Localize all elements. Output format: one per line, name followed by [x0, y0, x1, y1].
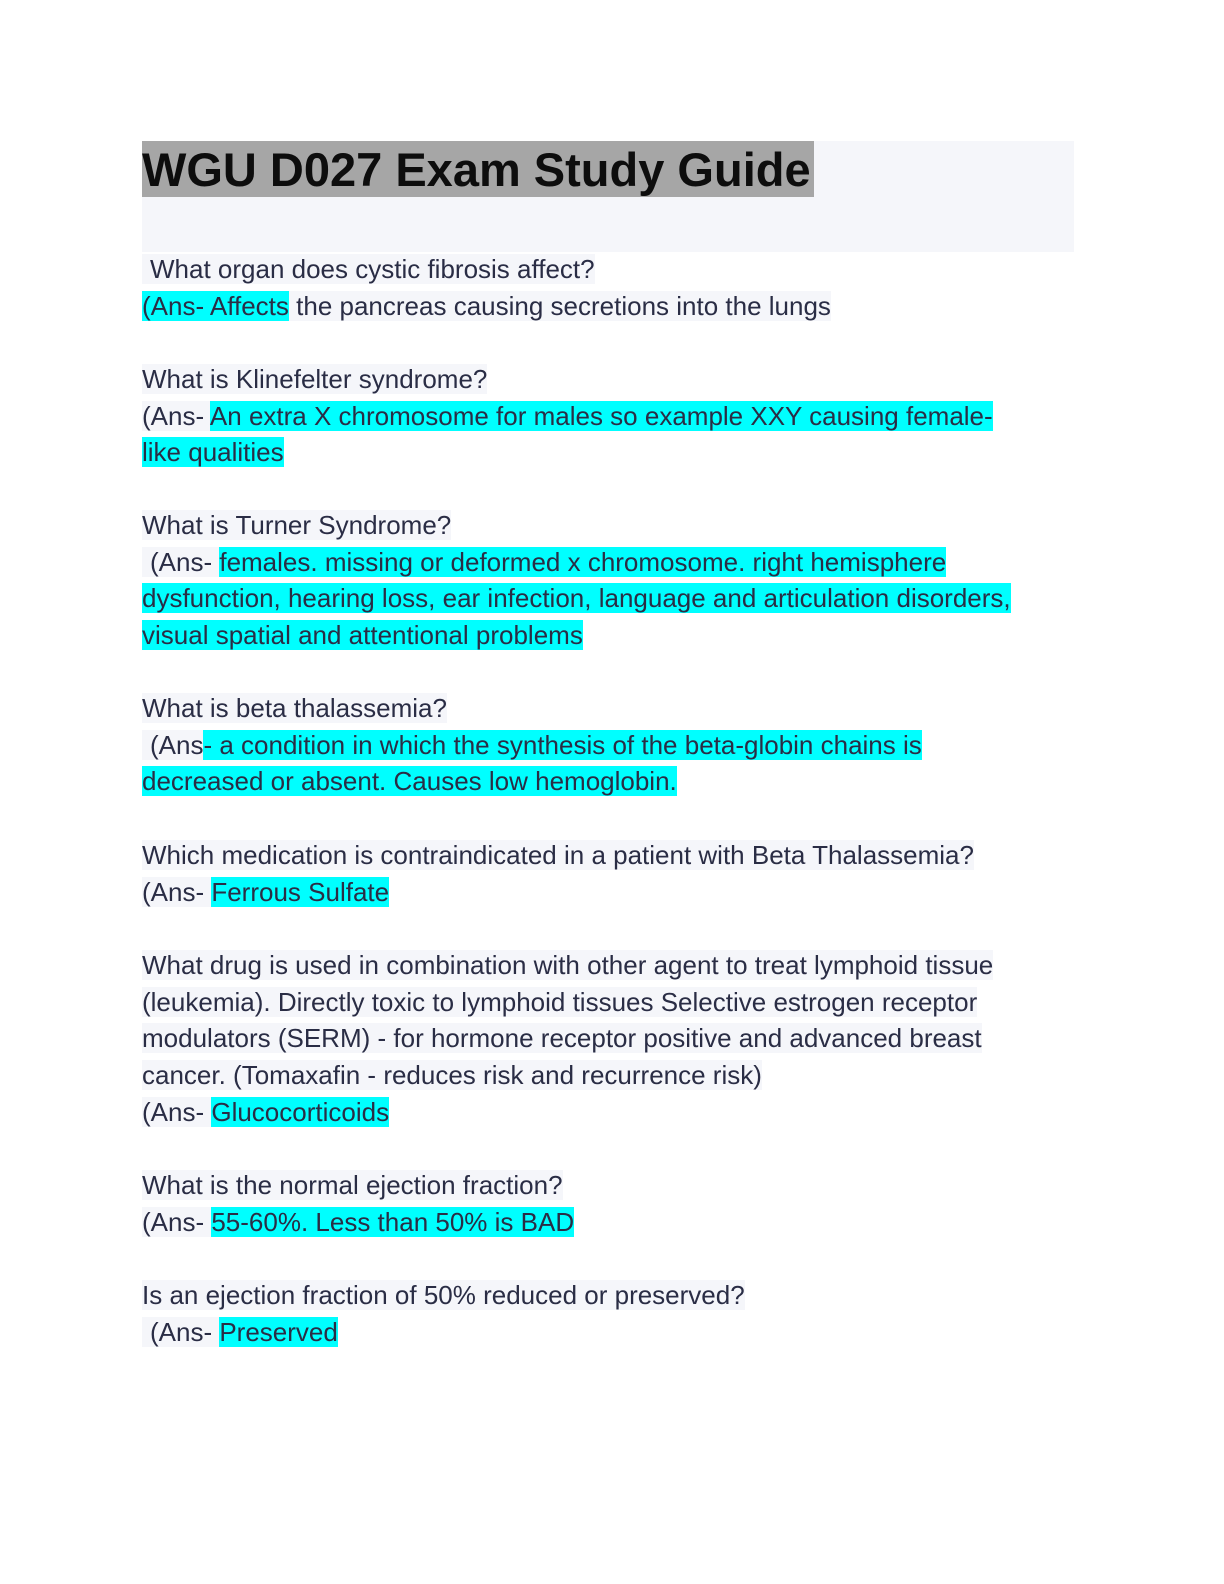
question-text: modulators (SERM) - for hormone receptor positive and advanced breast [142, 1023, 982, 1054]
qa-item-beta-thalassemia [142, 690, 1082, 800]
answer-highlight: dysfunction, hearing loss, ear infection, language and articulation disorders, [142, 583, 1011, 614]
answer-highlight: visual spatial and attentional problems [142, 620, 583, 651]
answer-highlight: decreased or absent. Causes low hemoglobin. [142, 766, 677, 797]
answer-text: the pancreas causing secretions into the lungs [288, 290, 831, 321]
document-title: WGU D027 Exam Study Guide [142, 141, 814, 197]
question-text: Which medication is contraindicated in a patient with Beta Thalassemia? [142, 840, 974, 870]
qa-item-contraindicated-medication [142, 837, 1082, 910]
question-text: cancer. (Tomaxafin - reduces risk and recurrence risk) [142, 1060, 762, 1091]
answer-prefix: (Ans [142, 730, 203, 760]
question-text: What is beta thalassemia? [142, 693, 447, 723]
answer-highlight: Glucocorticoids [211, 1096, 390, 1127]
answer-prefix: (Ans- [142, 1206, 212, 1237]
answer-prefix: (Ans- [142, 547, 219, 577]
answer-highlight: 55-60%. Less than 50% is BAD [211, 1206, 575, 1237]
qa-item-lymphoid-drug [142, 947, 1082, 1130]
answer-highlight: - a condition in which the synthesis of the beta-globin chains is [203, 729, 922, 760]
answer-highlight: An extra X chromosome for males so example XXY causing female- [209, 400, 993, 431]
question-text: What is the normal ejection fraction? [142, 1170, 563, 1200]
qa-item-ejection-fraction-50 [142, 1277, 1082, 1350]
question-text: What drug is used in combination with other agent to treat lymphoid tissue [142, 950, 994, 980]
answer-prefix: (Ans- [142, 876, 212, 907]
qa-item-turner [142, 507, 1082, 654]
question-text: What is Turner Syndrome? [142, 510, 452, 540]
qa-item-normal-ejection-fraction [142, 1167, 1082, 1240]
answer-highlight: (Ans- Affects [142, 290, 289, 321]
answer-highlight: Preserved [219, 1316, 338, 1347]
answer-highlight: Ferrous Sulfate [211, 876, 390, 907]
answer-prefix: (Ans- [142, 1317, 219, 1347]
qa-item-cystic-fibrosis [142, 251, 1082, 324]
answer-highlight: like qualities [142, 437, 284, 468]
question-text: (leukemia). Directly toxic to lymphoid tissues Selective estrogen receptor [142, 986, 978, 1017]
question-text: What is Klinefelter syndrome? [142, 364, 488, 394]
question-text: What organ does cystic fibrosis affect? [142, 254, 595, 284]
answer-highlight: females. missing or deformed x chromosome. right hemisphere [219, 546, 947, 577]
answer-prefix: (Ans- [142, 1096, 212, 1127]
answer-prefix: (Ans- [142, 400, 210, 431]
qa-item-klinefelter [142, 361, 1082, 471]
question-text: Is an ejection fraction of 50% reduced or preserved? [142, 1280, 745, 1310]
